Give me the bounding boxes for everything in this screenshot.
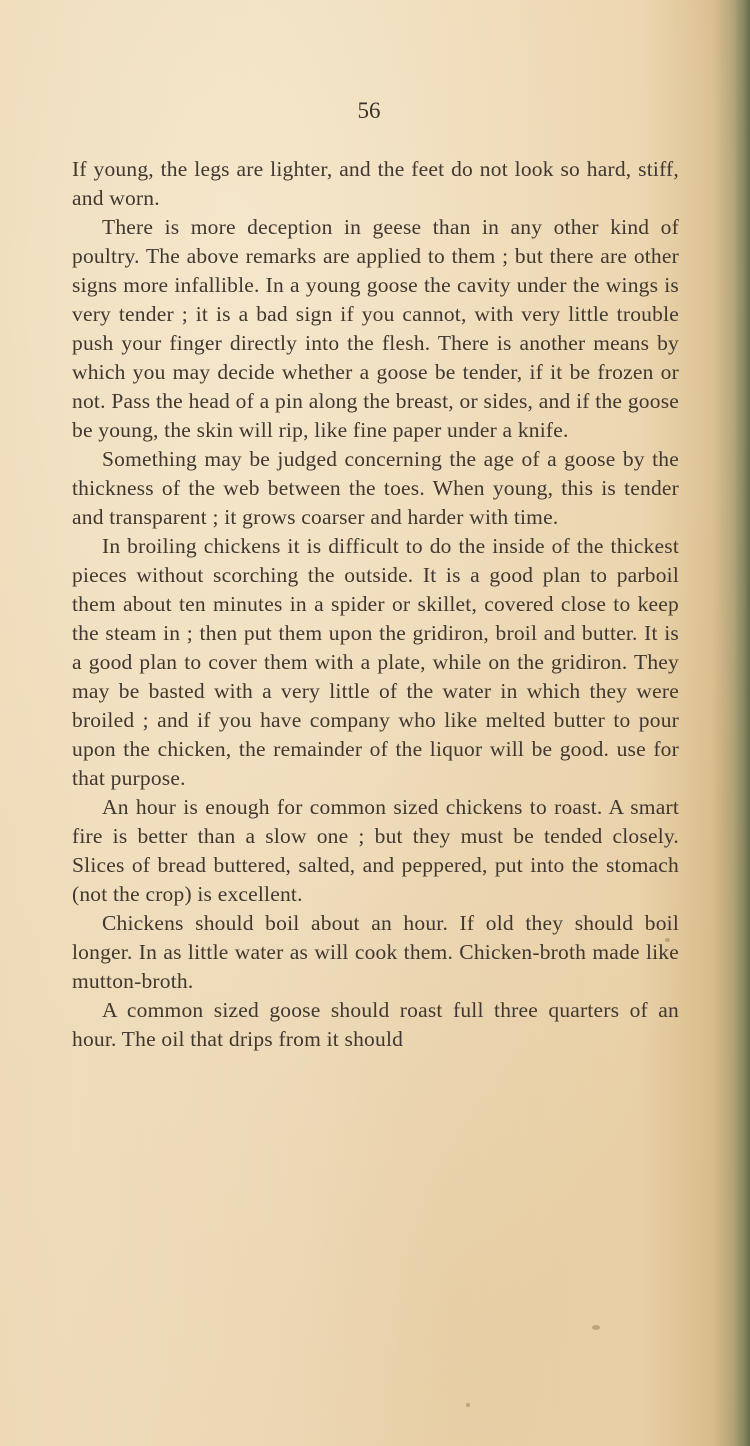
paragraph: Chickens should boil about an hour. If old they should boil longer. In as little water as will cook them. Chicken-broth made like mutton-broth. xyxy=(72,911,679,993)
foxing-spot xyxy=(592,1325,600,1330)
page-edge-shadow xyxy=(734,0,750,1446)
page-number: 56 xyxy=(357,98,381,123)
body-text xyxy=(72,155,679,1054)
paragraph: A common sized goose should roast full three quarters of an hour. The oil that drips from it should xyxy=(72,998,679,1051)
paragraph: An hour is enough for common sized chickens to roast. A smart fire is better than a slow one ; but they must be tended closely. Slices of bread buttered, salted, and peppered, put into the stomach (not the crop) is excellent. xyxy=(72,795,679,906)
foxing-spot xyxy=(665,938,670,942)
paragraph: There is more deception in geese than in any other kind of poultry. The above remarks are applied to them ; but there are other signs more infallible. In a young goose the cavity under the wings is very tender ; it is a bad sign if you cannot, with very little trouble push your finger directly into the flesh. There is another means by which you may decide whether a goose be tender, if it be frozen or not. Pass the head of a pin along the breast, or sides, and if the goose be young, the skin will rip, like fine paper under a knife. xyxy=(72,215,679,442)
paragraph: In broiling chickens it is difficult to do the inside of the thickest pieces without scorching the outside. It is a good plan to parboil them about ten minutes in a spider or skillet, covered close to keep the steam in ; then put them upon the gridiron, broil and butter. It is a good plan to cover them with a plate, while on the gridiron. They may be basted with a very little of the water in which they were broiled ; and if you have company who like melted butter to pour upon the chicken, the remainder of the liquor will be good. use for that purpose. xyxy=(72,534,679,790)
paragraph: Something may be judged concerning the age of a goose by the thickness of the web between the toes. When young, this is tender and transparent ; it grows coarser and harder with time. xyxy=(72,447,679,529)
foxing-spot xyxy=(466,1403,470,1407)
paragraph: If young, the legs are lighter, and the feet do not look so hard, stiff, and worn. xyxy=(72,157,679,210)
